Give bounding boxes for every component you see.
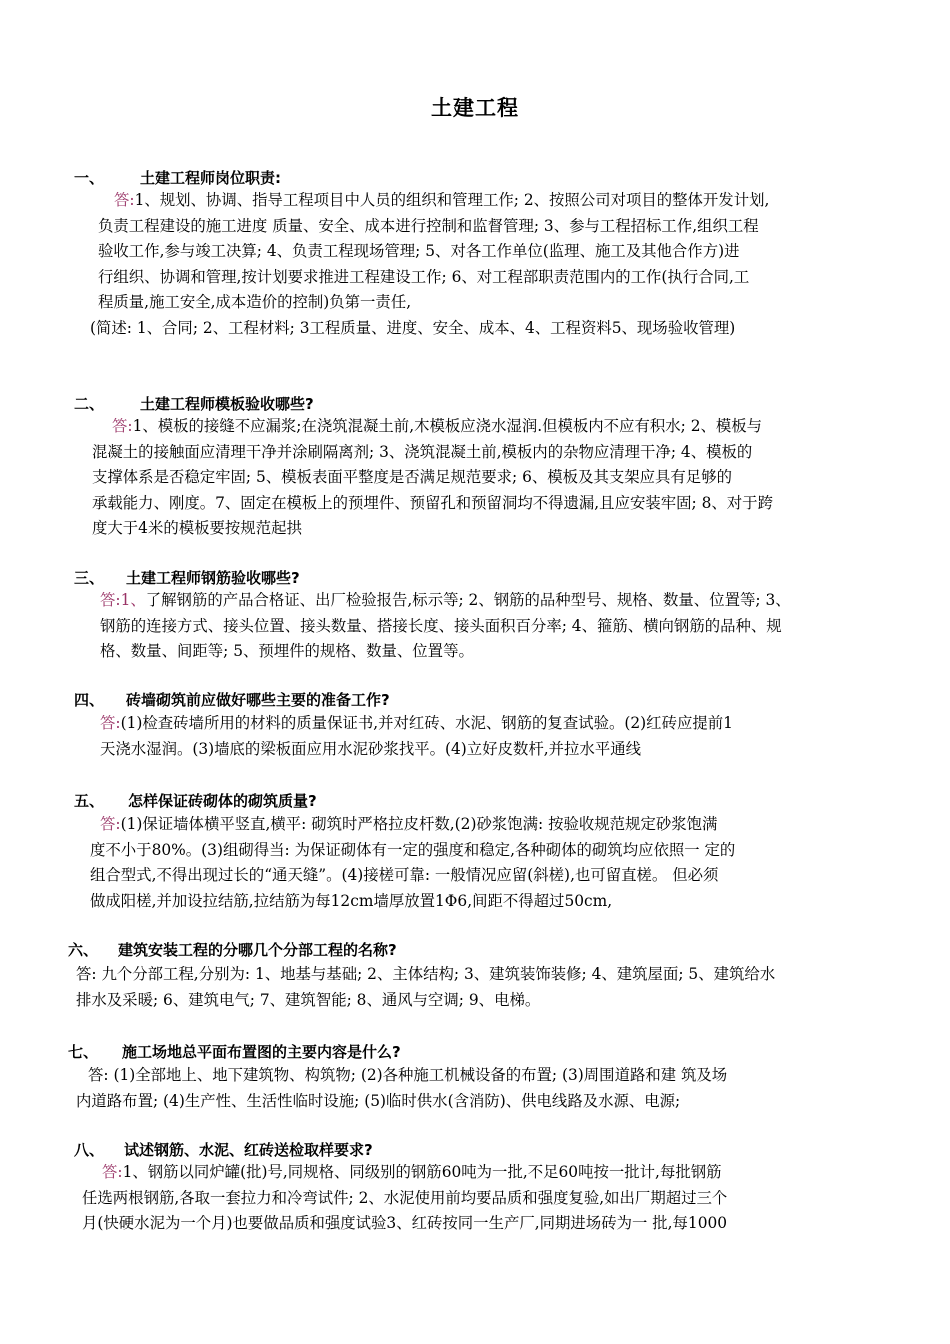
- answer-label: 答:: [100, 815, 121, 833]
- section-answer: [76, 962, 904, 1013]
- answer-label: 答:: [114, 191, 135, 209]
- answer-line: 混凝土的接触面应清理干净并涂刷隔离剂; 3、浇筑混凝土前,模板内的杂物应清理干净; 4、模板的: [92, 442, 753, 461]
- answer-line: 负责工程建设的施工进度 质量、安全、成本进行控制和监督管理; 3、参与工程招标工作,组织工程: [98, 216, 759, 235]
- section-question: 试述钢筋、水泥、红砖送检取样要求?: [124, 1141, 373, 1159]
- section-number: 四、: [74, 691, 105, 709]
- answer-line: 组合型式,不得出现过长的“通天缝”。(4)接槎可靠: 一般情况应留(斜槎),也可留直槎。 但必须: [90, 866, 719, 884]
- answer-line: 答:1、模板的接缝不应漏浆;在浇筑混凝土前,木模板应浇水湿润.但模板内不应有积水; 2、模板与: [112, 417, 763, 435]
- answer-line: 答:(1)检查砖墙所用的材料的质量保证书,并对红砖、水泥、钢筋的复查试验。(2)红砖应提前1: [100, 714, 733, 732]
- answer-line: 答: 九个分部工程,分别为: 1、地基与基础; 2、主体结构; 3、建筑装饰装修; 4、建筑屋面; 5、建筑给水: [76, 965, 776, 983]
- answer-line: 答:(1)保证墙体横平竖直,横平: 砌筑时严格拉皮杆数,(2)砂浆饱满: 按验收规范规定砂浆饱满: [100, 815, 718, 833]
- section-heading: [74, 394, 314, 414]
- section-answer: [82, 1160, 904, 1237]
- section-number: 三、: [74, 569, 105, 587]
- section-question: 砖墙砌筑前应做好哪些主要的准备工作?: [126, 691, 390, 709]
- answer-line: 度大于4米的模板要按规范起拱: [92, 519, 302, 537]
- answer-line: 答:1、了解钢筋的产品合格证、出厂检验报告,标示等; 2、钢筋的品种型号、规格、数量、位置等; 3、: [100, 591, 791, 609]
- answer-line: 内道路布置; (4)生产性、生活性临时设施; (5)临时供水(含消防)、供电线路及水源、电源;: [76, 1091, 681, 1110]
- section-number: 八、: [74, 1141, 105, 1159]
- answer-line: 天浇水湿润。(3)墙底的梁板面应用水泥砂浆找平。(4)立好皮数杆,并拉水平通线: [100, 739, 641, 758]
- section-heading: [74, 690, 390, 710]
- section-answer: [76, 1063, 904, 1114]
- section-question: 土建工程师岗位职责:: [140, 169, 281, 187]
- section-heading: [74, 168, 281, 188]
- section-heading: [74, 791, 317, 811]
- section-number: 七、: [68, 1043, 99, 1061]
- section-number: 六、: [68, 941, 99, 959]
- section-question: 建筑安装工程的分哪几个分部工程的名称?: [118, 941, 397, 959]
- section-question: 土建工程师钢筋验收哪些?: [126, 569, 300, 587]
- answer-label: 答:: [112, 417, 133, 435]
- answer-label: 答:: [100, 714, 121, 732]
- section-answer: [90, 188, 904, 341]
- section-question: 怎样保证砖砌体的砌筑质量?: [128, 792, 317, 810]
- section-heading: [68, 940, 397, 960]
- section-number: 五、: [74, 792, 105, 810]
- section-number: 二、: [74, 395, 105, 413]
- answer-line: 验收工作,参与竣工决算; 4、负责工程现场管理; 5、对各工作单位(监理、施工及其他合作方)进: [98, 242, 740, 260]
- section-answer: [100, 588, 904, 665]
- answer-line: 答: (1)全部地上、地下建筑物、构筑物; (2)各种施工机械设备的布置; (3)周围道路和建 筑及场: [88, 1066, 728, 1084]
- answer-line: 答:1、规划、协调、指导工程项目中人员的组织和管理工作; 2、按照公司对项目的整体开发计划,: [114, 191, 770, 209]
- section-heading: [68, 1042, 401, 1062]
- answer-line: 答:1、钢筋以同炉罐(批)号,同规格、同级别的钢筋60吨为一批,不足60吨按一批计,每批钢筋: [102, 1163, 722, 1181]
- answer-line: 月(快硬水泥为一个月)也要做品质和强度试验3、红砖按同一生产厂,同期进场砖为一 批,每1000: [82, 1214, 728, 1232]
- answer-line: 做成阳槎,并加设拉结筋,拉结筋为每12cm墙厚放置1Φ6,间距不得超过50cm,: [90, 891, 613, 910]
- answer-line: (简述: 1、合同; 2、工程材料; 3工程质量、进度、安全、成本、4、工程资料5、现场验收管理): [90, 318, 736, 337]
- section-question: 土建工程师模板验收哪些?: [140, 395, 314, 413]
- section-heading: [74, 1140, 373, 1160]
- section-question: 施工场地总平面布置图的主要内容是什么?: [122, 1043, 401, 1061]
- section-answer: [90, 812, 904, 914]
- answer-line: 程质量,施工安全,成本造价的控制)负第一责任,: [98, 293, 412, 311]
- answer-label: 答:: [102, 1163, 123, 1181]
- answer-line: 格、数量、间距等; 5、预埋件的规格、数量、位置等。: [100, 642, 474, 660]
- answer-line: 承载能力、刚度。7、固定在模板上的预埋件、预留孔和预留洞均不得遗漏,且应安装牢固; 8、对于跨: [92, 493, 773, 512]
- answer-label: 答:1、: [100, 591, 146, 609]
- section-heading: [74, 568, 300, 588]
- section-number: 一、: [74, 169, 105, 187]
- section-answer: [92, 414, 904, 542]
- answer-line: 度不小于80%。(3)组砌得当: 为保证砌体有一定的强度和稳定,各种砌体的砌筑均应依照一 定的: [90, 840, 736, 859]
- answer-line: 支撑体系是否稳定牢固; 5、模板表面平整度是否满足规范要求; 6、模板及其支架应具有足够的: [92, 468, 732, 486]
- answer-line: 排水及采暖; 6、建筑电气; 7、建筑智能; 8、通风与空调; 9、电梯。: [76, 990, 541, 1009]
- answer-line: 钢筋的连接方式、接头位置、接头数量、搭接长度、接头面积百分率; 4、箍筋、横向钢筋的品种、规: [100, 616, 782, 635]
- answer-line: 行组织、协调和管理,按计划要求推进工程建设工作; 6、对工程部职责范围内的工作(执行合同,工: [98, 267, 750, 286]
- page-title: 土建工程: [431, 96, 519, 120]
- section-answer: [100, 711, 904, 762]
- answer-line: 任选两根钢筋,各取一套拉力和冷弯试件; 2、水泥使用前均要品质和强度复验,如出厂期超过三个: [82, 1188, 728, 1207]
